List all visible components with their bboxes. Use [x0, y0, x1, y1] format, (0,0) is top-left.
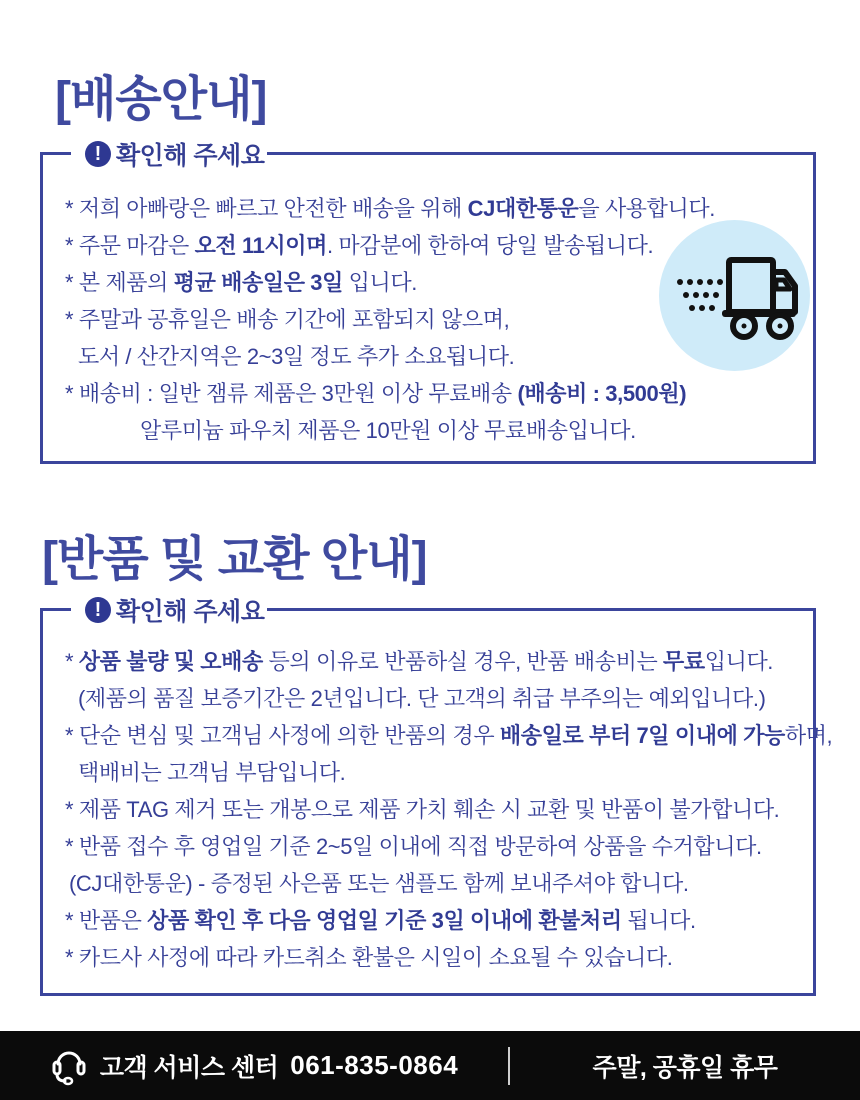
notice-legend-label: 확인해 주세요 — [116, 142, 265, 170]
returns-line-pickup: * 반품 접수 후 영업일 기준 2~5일 이내에 직접 방문하여 상품을 수거합니다. — [65, 834, 762, 859]
customer-service-info — [0, 1046, 508, 1086]
returns-line-tag: * 제품 TAG 제거 또는 개봉으로 제품 가치 훼손 시 교환 및 반품이 불가합니다. — [65, 797, 780, 822]
shipping-line-cutoff: * 주문 마감은 오전 11시이며. 마감분에 한하여 당일 발송됩니다. — [65, 233, 654, 258]
returns-line-gifts: (CJ대한통운) - 증정된 사은품 또는 샘플도 함께 보내주셔야 합니다. — [69, 871, 689, 896]
shipping-line-remote: 도서 / 산간지역은 2~3일 정도 추가 소요됩니다. — [78, 344, 515, 369]
shipping-line-fee: * 배송비 : 일반 잼류 제품은 3만원 이상 무료배송 (배송비 : 3,500원) — [65, 381, 687, 406]
holiday-notice: 주말, 공휴일 휴무 — [592, 1053, 778, 1082]
exclamation-icon: ! — [85, 597, 111, 623]
returns-line-change-of-mind: * 단순 변심 및 고객님 사정에 의한 반품의 경우 배송일로 부터 7일 이내에 가능하며, — [65, 723, 833, 748]
returns-section-title: [반품 및 교환 안내] — [42, 533, 427, 586]
shipping-notice-content — [43, 155, 813, 449]
returns-notice-content — [43, 611, 833, 976]
customer-service-footer — [0, 1031, 860, 1100]
returns-line-customer-pays: 택배비는 고객님 부담입니다. — [78, 760, 346, 785]
shipping-line-courier: * 저희 아빠랑은 빠르고 안전한 배송을 위해 CJ대한통운을 사용합니다. — [65, 196, 715, 221]
shipping-section-title: [배송안내] — [55, 73, 267, 126]
customer-service-phone: 061-835-0864 — [290, 1050, 459, 1080]
shipping-line-weekend: * 주말과 공휴일은 배송 기간에 포함되지 않으며, — [65, 307, 510, 332]
customer-service-label: 고객 서비스 센터 — [99, 1053, 279, 1082]
returns-line-card: * 카드사 사정에 따라 카드취소 환불은 시일이 소요될 수 있습니다. — [65, 945, 673, 970]
shipping-line-pouch: 알루미늄 파우치 제품은 10만원 이상 무료배송입니다. — [140, 418, 636, 443]
shipping-notice-box — [40, 142, 816, 464]
notice-legend-label: 확인해 주세요 — [116, 598, 265, 626]
returns-line-warranty: (제품의 품질 보증기간은 2년입니다. 단 고객의 취급 부주의는 예외입니다.) — [78, 686, 766, 711]
shipping-line-avg-days: * 본 제품의 평균 배송일은 3일 입니다. — [65, 270, 417, 295]
returns-notice-box — [40, 598, 833, 996]
returns-line-refund: * 반품은 상품 확인 후 다음 영업일 기준 3일 이내에 환불처리 됩니다. — [65, 908, 696, 933]
exclamation-icon: ! — [85, 141, 111, 167]
headset-icon — [50, 1046, 88, 1086]
returns-line-defect: * 상품 불량 및 오배송 등의 이유로 반품하실 경우, 반품 배송비는 무료입니다. — [65, 649, 774, 674]
